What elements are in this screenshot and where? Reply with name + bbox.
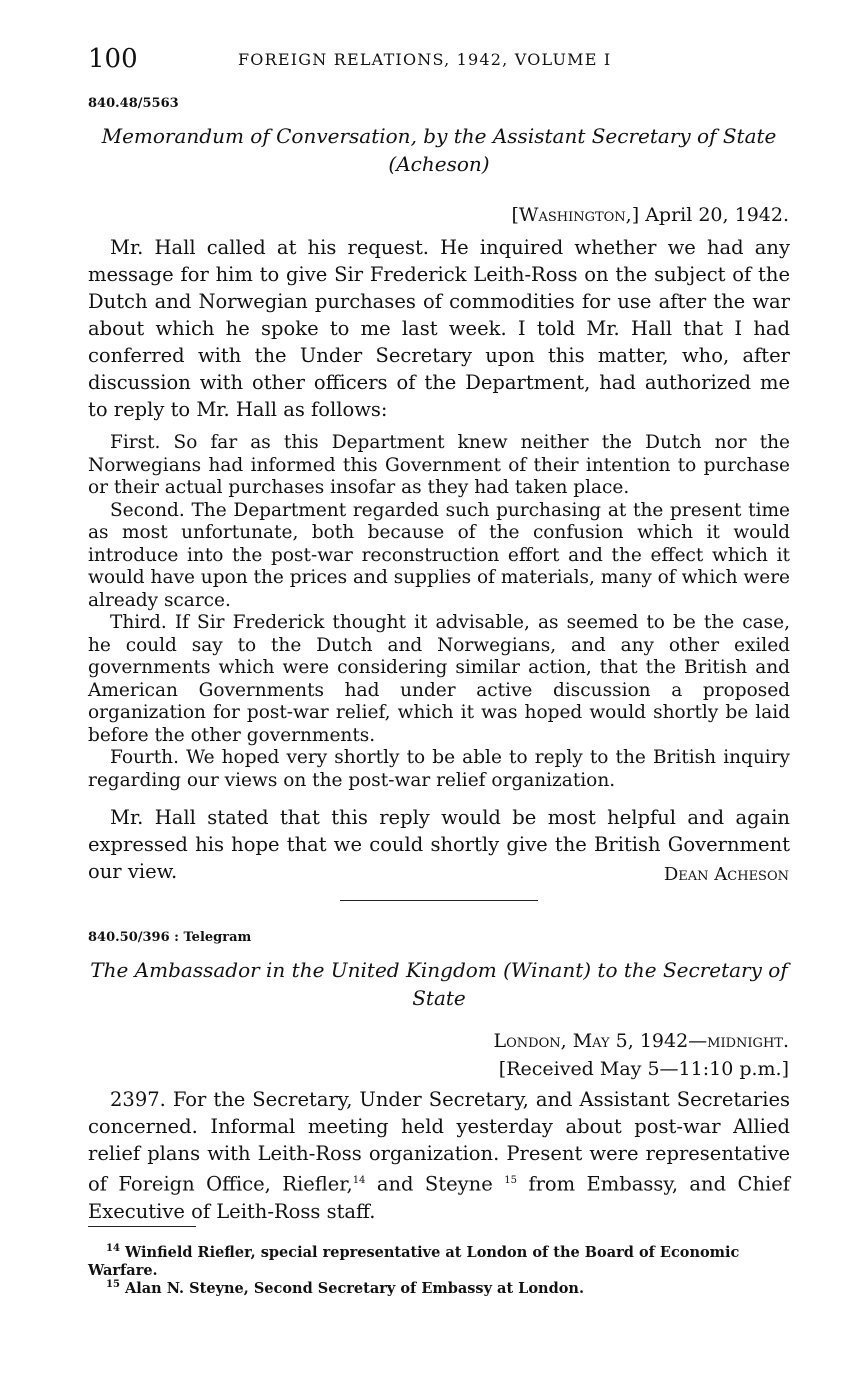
dateline-place: [Washington,] xyxy=(511,204,640,226)
footnote-14-text: Winfield Riefler, special representative at London of the Board of Economic Warfare. xyxy=(88,1243,740,1279)
running-title: FOREIGN RELATIONS, 1942, VOLUME I xyxy=(238,50,612,69)
telegram-received: [Received May 5—11:10 p.m.] xyxy=(498,1058,789,1080)
dateline-date: April 20, 1942. xyxy=(645,204,789,226)
document-title: Memorandum of Conversation, by the Assistant Secretary of State (Acheson) xyxy=(101,124,777,176)
telegram-body-a: 2397. For the Secretary, Under Secretary, and Assistant Secretaries concerned. Informal meeting held yesterday about post-war Allied relief plans with Leith-Ross organization. Present were representative of Foreign Office, Riefler, xyxy=(88,1088,790,1196)
footnote-rule xyxy=(88,1226,196,1227)
footnote-14-marker: 14 xyxy=(106,1243,120,1254)
footnote-ref-14: 14 xyxy=(352,1175,366,1186)
file-number: 840.48/5563 xyxy=(88,96,179,111)
footnote-14 xyxy=(88,1240,790,1280)
dateline xyxy=(512,204,789,226)
telegram-dateline xyxy=(494,1030,789,1052)
telegram-body-b: and Steyne xyxy=(365,1172,505,1196)
footnote-15-text: Alan N. Steyne, Second Secretary of Embassy at London. xyxy=(124,1279,584,1297)
page-number: 100 xyxy=(88,44,138,74)
footnote-15-marker: 15 xyxy=(106,1279,120,1290)
telegram-dateline-text: London, May 5, 1942—midnight. xyxy=(493,1030,789,1052)
signature: Dean Acheson xyxy=(663,864,789,885)
footnote-15 xyxy=(88,1276,790,1298)
point-first: First. So far as this Department knew neither the Dutch nor the Norwegians had informed this Government of their intention to purchase or their actual purchases insofar as they had taken place. xyxy=(88,432,790,498)
points-list xyxy=(88,432,790,792)
telegram-body-c: from Embassy, and Chief Executive of Leith-Ross staff. xyxy=(88,1172,790,1223)
telegram-body xyxy=(88,1086,790,1225)
point-second: Second. The Department regarded such purchasing at the present time as most unfortunate, both because of the confusion which it would introduce into the post-war reconstruction effort and the effect which it would have upon the prices and supplies of materials, many of which were already scarce. xyxy=(88,499,790,611)
intro-paragraph: Mr. Hall called at his request. He inquired whether we had any message for him to give Sir Frederick Leith-Ross on the subject of the Dutch and Norwegian purchases of commodities for use after the war about which he spoke to me last week. I told Mr. Hall that I had conferred with the Under Secretary upon this matter, who, after discussion with other officers of the Department, had authorized me to reply to Mr. Hall as follows: xyxy=(88,236,790,421)
closing-paragraph: Mr. Hall stated that this reply would be most helpful and again expressed his hope that we could shortly give the British Government our view. xyxy=(88,806,790,883)
point-fourth: Fourth. We hoped very shortly to be able to reply to the British inquiry regarding our views on the post-war relief organization. xyxy=(88,747,790,791)
telegram-title: The Ambassador in the United Kingdom (Winant) to the Secretary of State xyxy=(90,958,788,1010)
footnote-ref-15: 15 xyxy=(504,1175,517,1186)
telegram-file-number: 840.50/396 : Telegram xyxy=(88,930,252,945)
point-third: Third. If Sir Frederick thought it advisable, as seemed to be the case, he could say to the Dutch and Norwegians, and any other exiled governments which were considering similar action, that the British and American Governments had under active discussion a proposed organization for post-war relief, which it was hoped would shortly be laid before the other governments. xyxy=(88,612,790,746)
section-divider xyxy=(340,900,538,901)
